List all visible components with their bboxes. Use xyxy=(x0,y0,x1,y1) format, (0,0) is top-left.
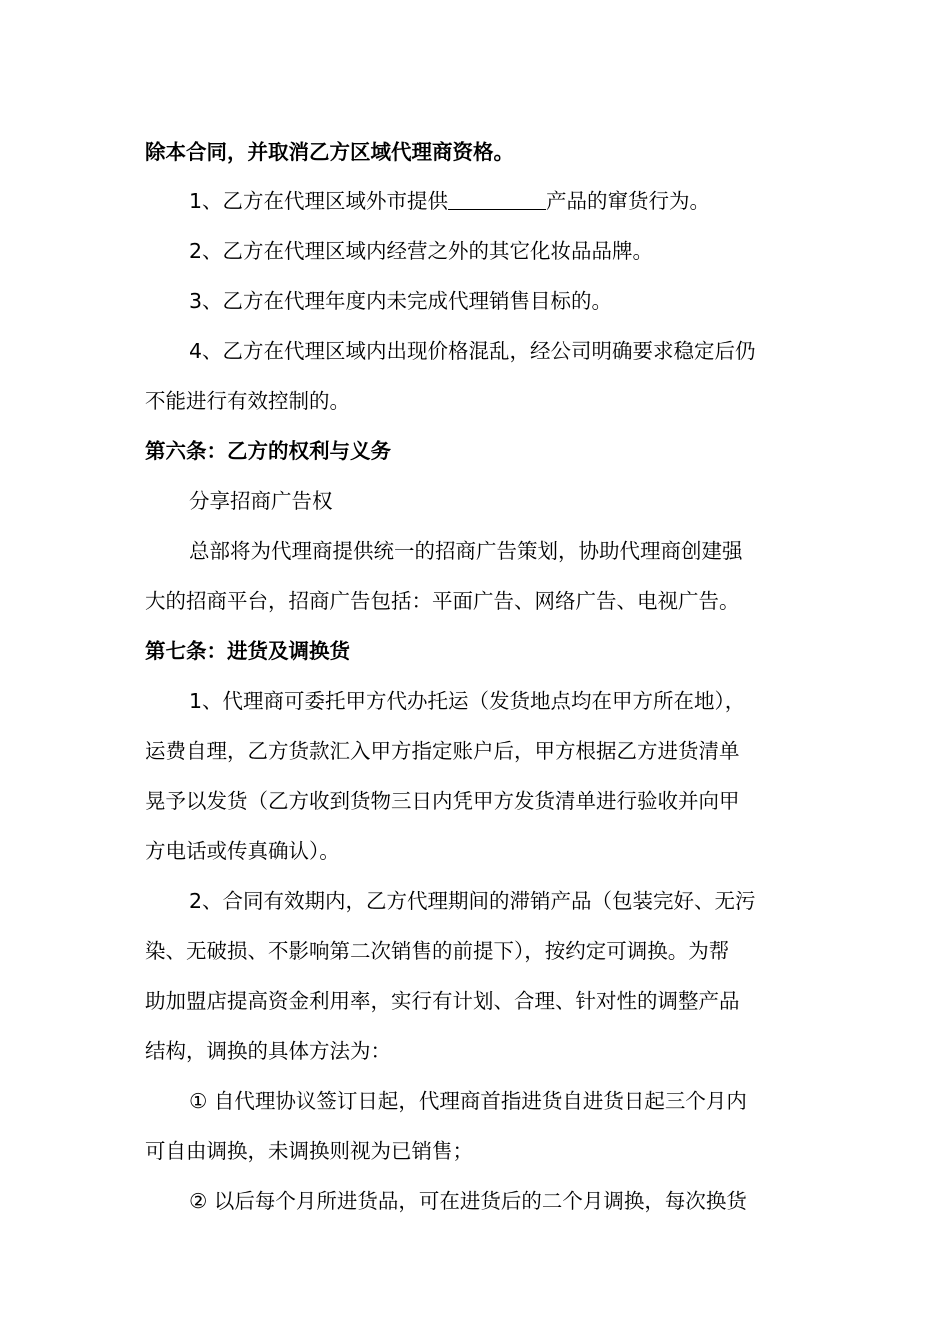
paragraph-text: 产品的窜货行为。 xyxy=(546,189,711,213)
paragraph-line: 助加盟店提高资金利用率，实行有计划、合理、针对性的调整产品 xyxy=(145,989,740,1013)
paragraph-line: 分享招商广告权 xyxy=(189,489,333,513)
paragraph-line xyxy=(189,186,810,216)
paragraph-text: 1、乙方在代理区域外市提供 xyxy=(189,189,449,213)
paragraph-line: 不能进行有效控制的。 xyxy=(145,389,350,413)
paragraph-line: 除本合同，并取消乙方区域代理商资格。 xyxy=(145,140,514,164)
section-heading: 第七条：进货及调换货 xyxy=(145,639,350,663)
paragraph-line: 1、代理商可委托甲方代办托运（发货地点均在甲方所在地）， xyxy=(189,689,746,713)
paragraph-line: 大的招商平台，招商广告包括：平面广告、网络广告、电视广告。 xyxy=(145,589,740,613)
paragraph-line: ② 以后每个月所进货品，可在进货后的二个月调换，每次换货 xyxy=(189,1189,747,1213)
paragraph-line: 运费自理，乙方货款汇入甲方指定账户后，甲方根据乙方进货清单 xyxy=(145,739,740,763)
fill-in-blank xyxy=(448,187,546,210)
paragraph-line: 总部将为代理商提供统一的招商广告策划，协助代理商创建强 xyxy=(189,539,743,563)
paragraph-line: 2、乙方在代理区域内经营之外的其它化妆品品牌。 xyxy=(189,239,654,263)
paragraph-line: 2、合同有效期内，乙方代理期间的滞销产品（包装完好、无污 xyxy=(189,889,756,913)
paragraph-line: 3、乙方在代理年度内未完成代理销售目标的。 xyxy=(189,289,613,313)
paragraph-line: 晃予以发货（乙方收到货物三日内凭甲方发货清单进行验收并向甲 xyxy=(145,789,740,813)
paragraph-line: 4、乙方在代理区域内出现价格混乱，经公司明确要求稳定后仍 xyxy=(189,339,756,363)
paragraph-line: 染、无破损、不影响第二次销售的前提下），按约定可调换。为帮 xyxy=(145,939,730,963)
paragraph-line: 结构，调换的具体方法为： xyxy=(145,1039,391,1063)
paragraph-line: ① 自代理协议签订日起，代理商首指进货自进货日起三个月内 xyxy=(189,1089,747,1113)
paragraph-line: 方电话或传真确认）。 xyxy=(145,839,340,863)
paragraph-line: 可自由调换，未调换则视为已销售； xyxy=(145,1139,473,1163)
section-heading: 第六条：乙方的权利与义务 xyxy=(145,439,391,463)
